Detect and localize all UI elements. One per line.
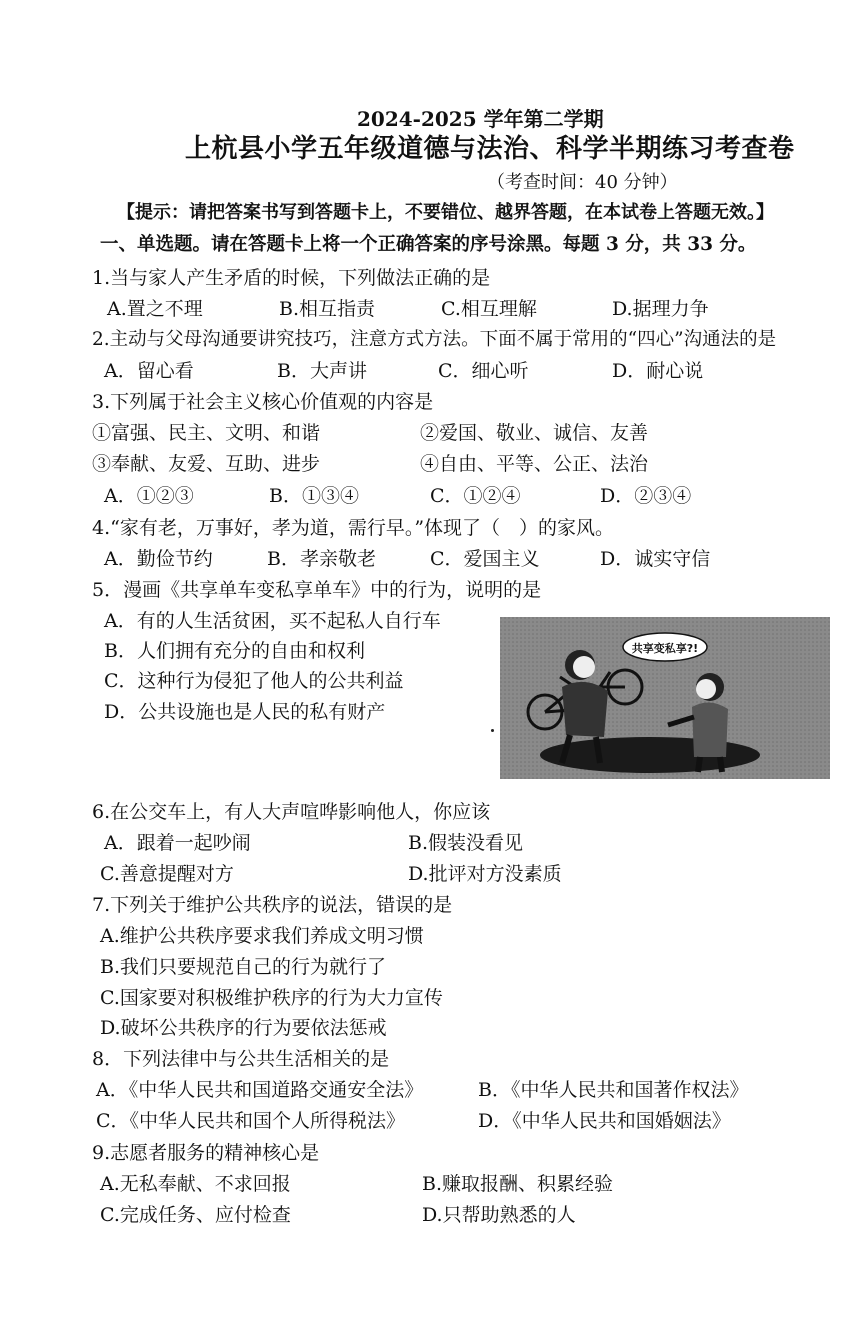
cartoon-illustration	[500, 617, 830, 779]
option-b: B．《中华人民共和国著作权法》	[478, 1079, 749, 1101]
question-stem: 5．漫画《共享单车变私享单车》中的行为，说明的是	[92, 579, 542, 601]
option-c: C．《中华人民共和国个人所得税法》	[96, 1110, 406, 1132]
exam-duration: （考查时间：40 分钟）	[487, 172, 678, 193]
option-c: C.相互理解	[441, 298, 537, 320]
option-a: A．有的人生活贫困，买不起私人自行车	[104, 610, 441, 632]
option-b: B．①③④	[269, 485, 359, 507]
speech-bubble-text: 共享变私享?!	[631, 642, 699, 655]
exam-year: 2024-2025 学年第二学期	[357, 107, 604, 131]
option-a: A.无私奉献、不求回报	[100, 1173, 291, 1195]
question-stem: 3.下列属于社会主义核心价值观的内容是	[92, 391, 434, 413]
option-b: B．人们拥有充分的自由和权利	[104, 640, 365, 662]
statement-item: ③奉献、友爱、互助、进步	[92, 453, 321, 475]
option-d: D.只帮助熟悉的人	[422, 1204, 576, 1226]
option-a: A．①②③	[104, 485, 194, 507]
option-c: C．这种行为侵犯了他人的公共利益	[104, 670, 404, 692]
option-b: B.赚取报酬、积累经验	[422, 1173, 614, 1195]
option-d: D．诚实守信	[600, 548, 711, 570]
option-a: A．《中华人民共和国道路交通安全法》	[96, 1079, 424, 1101]
question-stem: 4.“家有老，万事好，孝为道，需行早。”体现了（ ）的家风。	[92, 517, 615, 539]
option-c: C．细心听	[438, 360, 529, 382]
question-stem: 2.主动与父母沟通要讲究技巧，注意方式方法。下面不属于常用的“四心”沟通法的是	[92, 329, 777, 350]
option-d: D．耐心说	[612, 360, 704, 382]
option-a: A.维护公共秩序要求我们养成文明习惯	[100, 925, 424, 947]
question-stem: 6.在公交车上，有人大声喧哗影响他人，你应该	[92, 801, 491, 823]
option-c: C．①②④	[430, 485, 521, 507]
option-c: C．爱国主义	[430, 548, 540, 570]
option-d: D.破坏公共秩序的行为要依法惩戒	[100, 1017, 387, 1039]
option-a: A．留心看	[104, 360, 194, 382]
option-a: A．勤俭节约	[104, 548, 213, 570]
exam-title: 上杭县小学五年级道德与法治、科学半期练习考查卷	[185, 134, 795, 164]
option-c: C.国家要对积极维护秩序的行为大力宣传	[100, 987, 443, 1009]
option-a: A．跟着一起吵闹	[104, 832, 251, 854]
option-b: B．大声讲	[277, 360, 367, 382]
option-b: B.相互指责	[279, 298, 376, 320]
exam-notice: 【提示：请把答案书写到答题卡上，不要错位、越界答题，在本试卷上答题无效。】	[117, 202, 774, 223]
statement-item: ①富强、民主、文明、和谐	[92, 422, 321, 444]
question-stem: 7.下列关于维护公共秩序的说法，错误的是	[92, 894, 453, 916]
option-d: D．公共设施也是人民的私有财产	[104, 701, 386, 723]
question-stem: 9.志愿者服务的精神核心是	[92, 1142, 320, 1164]
option-b: B．孝亲敬老	[267, 548, 376, 570]
option-c: C.完成任务、应付检查	[100, 1204, 291, 1226]
statement-item: ④自由、平等、公正、法治	[420, 453, 649, 475]
scan-speck	[491, 729, 494, 732]
option-d: D．《中华人民共和国婚姻法》	[478, 1110, 731, 1132]
option-a: A.置之不理	[107, 298, 203, 320]
option-d: D．②③④	[600, 485, 692, 507]
statement-item: ②爱国、敬业、诚信、友善	[420, 422, 649, 444]
option-b: B.假装没看见	[408, 832, 524, 854]
option-d: D.批评对方没素质	[408, 863, 562, 885]
question-stem: 1.当与家人产生矛盾的时候，下列做法正确的是	[92, 267, 491, 289]
option-d: D.据理力争	[612, 298, 709, 320]
option-c: C.善意提醒对方	[100, 863, 234, 885]
ground-shadow	[540, 737, 760, 773]
option-b: B.我们只要规范自己的行为就行了	[100, 956, 387, 978]
section-heading: 一、单选题。请在答题卡上将一个正确答案的序号涂黑。每题 3 分，共 33 分。	[100, 234, 757, 255]
question-stem: 8．下列法律中与公共生活相关的是	[92, 1048, 390, 1070]
